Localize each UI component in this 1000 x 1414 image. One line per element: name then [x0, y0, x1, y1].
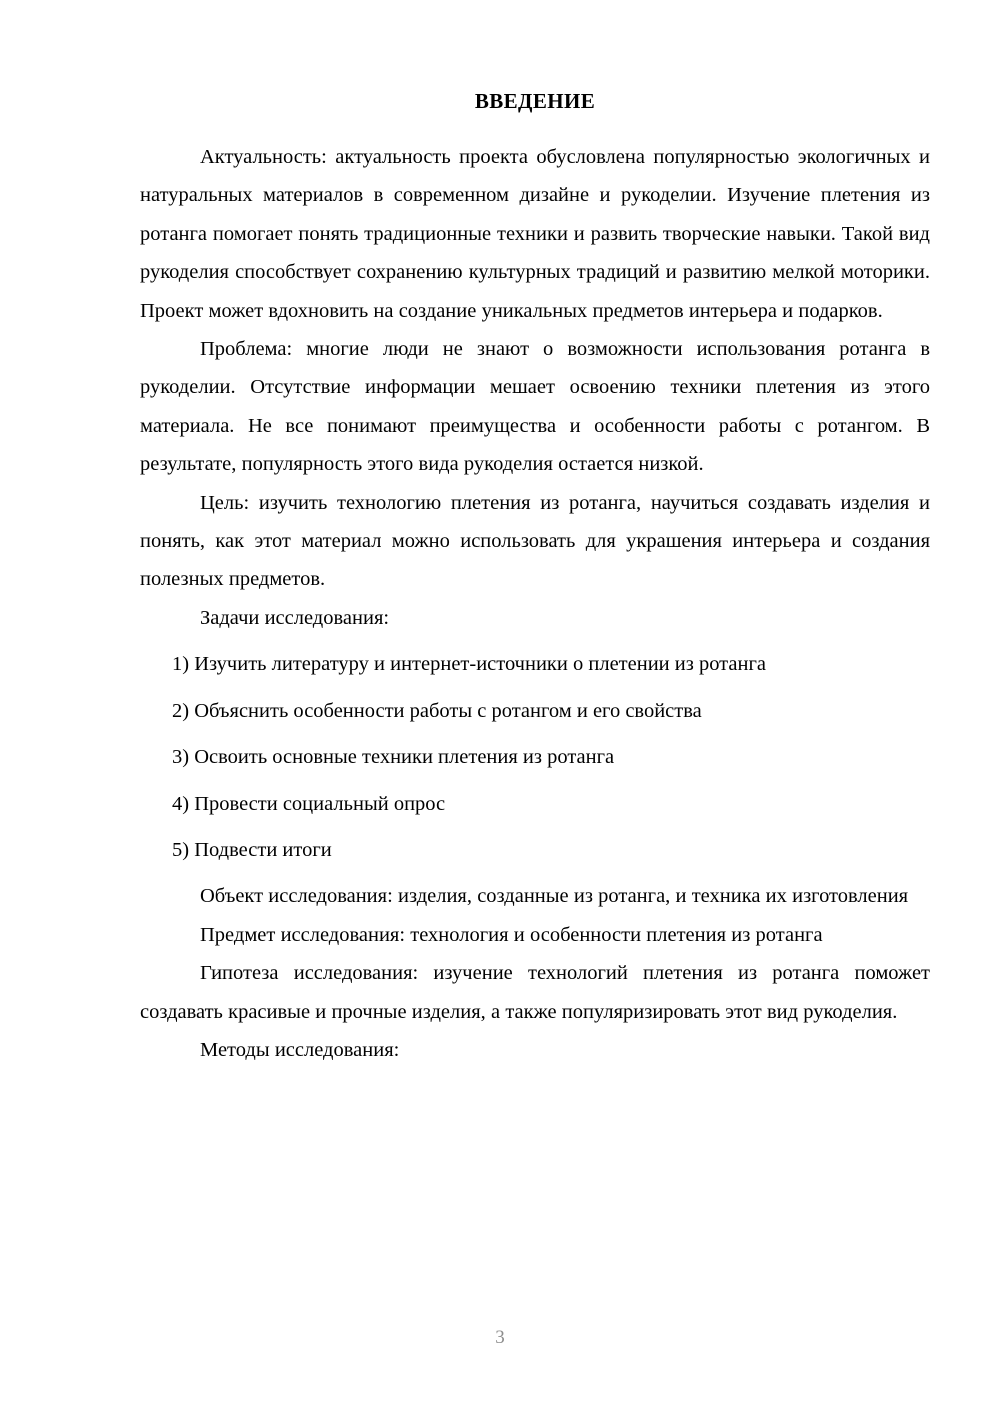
paragraph-goal: Цель: изучить технологию плетения из ротанга, научиться создавать изделия и понять, как этот материал можно использовать для украшения интерьера и создания полезных предметов. [140, 491, 930, 591]
list-item: 2) Объяснить особенности работы с ротангом и его свойства [172, 699, 702, 722]
paragraph-tasks-label: Задачи исследования: [200, 606, 390, 629]
paragraph-subject-of-research: Предмет исследования: технология и особенности плетения из ротанга [200, 923, 823, 946]
tasks-list [140, 645, 930, 869]
list-item: 1) Изучить литературу и интернет-источники о плетении из ротанга [172, 653, 766, 676]
list-item: 4) Провести социальный опрос [172, 792, 446, 815]
page-number: 3 [495, 1327, 505, 1348]
list-item: 3) Освоить основные техники плетения из ротанга [172, 746, 615, 769]
list-item: 5) Подвести итоги [172, 838, 332, 861]
paragraph-methods-label: Методы исследования: [200, 1038, 400, 1061]
document-body [140, 88, 930, 1069]
paragraph-problem: Проблема: многие люди не знают о возможности использования ротанга в рукоделии. Отсутствие информации мешает освоению техники плетения из этого материала. Не все понимают преимущества и особенности работы с ротангом. В результате, популярность этого вида рукоделия остается низкой. [140, 338, 930, 476]
paragraph-relevance: Актуальность: актуальность проекта обусловлена популярностью экологичных и натуральных материалов в современном дизайне и рукоделии. Изучение плетения из ротанга помогает понять традиционные техники и развить творческие навыки. Такой вид рукоделия способствует сохранению культурных традиций и развитию мелкой моторики. Проект может вдохновить на создание уникальных предметов интерьера и подарков. [140, 146, 930, 322]
paragraph-hypothesis: Гипотеза исследования: изучение технологий плетения из ротанга поможет создавать красивые и прочные изделия, а также популяризировать этот вид рукоделия. [140, 962, 930, 1023]
page-title: ВВЕДЕНИЕ [474, 89, 596, 113]
paragraph-object-of-research: Объект исследования: изделия, созданные из ротанга, и техника их изготовления [200, 885, 909, 908]
